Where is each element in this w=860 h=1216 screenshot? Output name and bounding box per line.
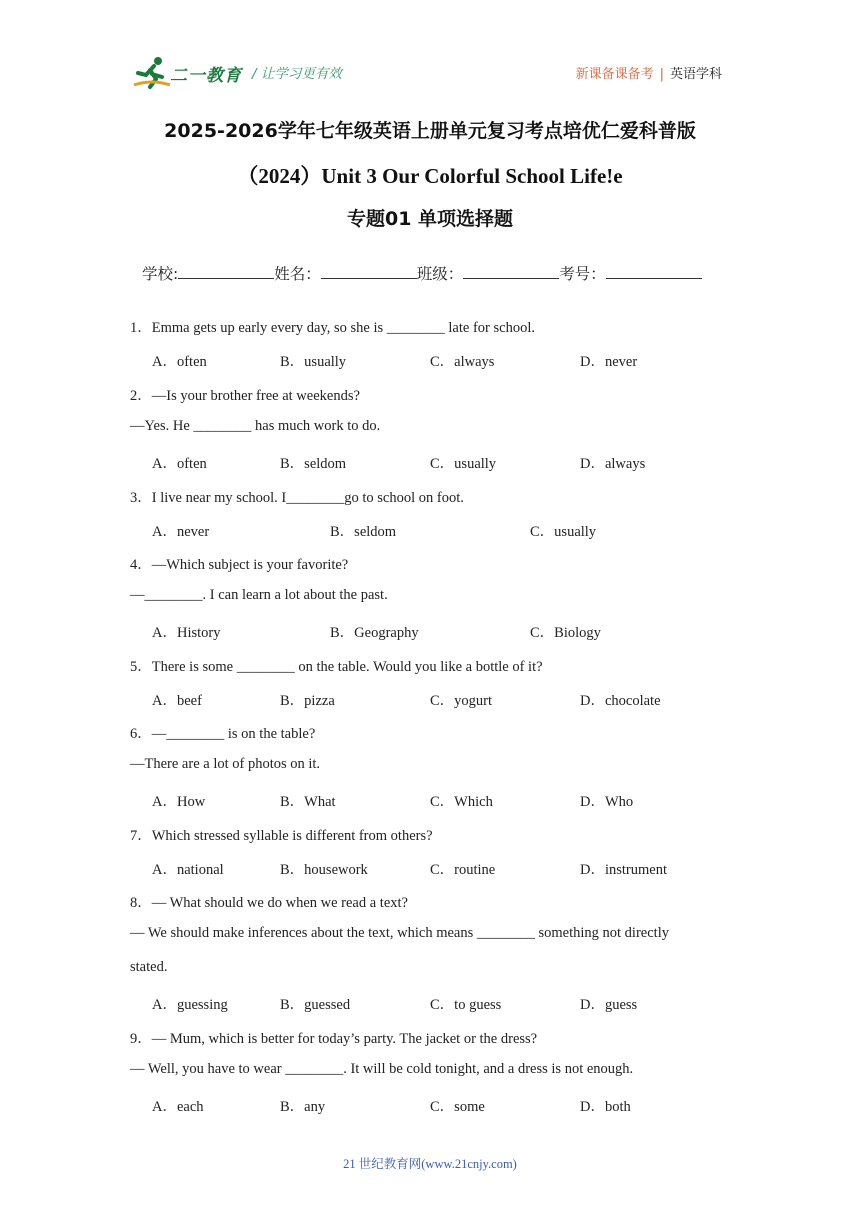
option[interactable]: A．often (152, 456, 207, 472)
option[interactable]: A．How (152, 794, 206, 810)
option[interactable]: C．usually (530, 524, 597, 540)
question-2: 2．—Is your brother free at weekends? (130, 388, 360, 404)
option[interactable]: A．beef (152, 693, 202, 709)
option[interactable]: B．pizza (280, 693, 335, 709)
header-tagline: 新课备课备考 (575, 67, 654, 82)
option[interactable]: C．Biology (530, 625, 601, 641)
logo (132, 55, 244, 91)
question-7: 7．Which stressed syllable is different from others? (130, 828, 433, 844)
name-blank[interactable] (321, 264, 417, 279)
header-divider: | (659, 67, 664, 82)
option[interactable]: B．guessed (280, 997, 351, 1013)
name-label: 姓名： (274, 265, 321, 283)
question-6-answer: —There are a lot of photos on it. (130, 756, 321, 772)
option[interactable]: D．guess (580, 997, 638, 1013)
option[interactable]: B．usually (280, 354, 347, 370)
question-8-answer-cont: stated. (130, 959, 168, 975)
page-header (0, 0, 860, 100)
title-line-3: 专题01 单项选择题 (346, 208, 514, 230)
question-9: 9．— Mum, which is better for today’s party. The jacket or the dress? (130, 1031, 538, 1047)
class-label: 班级： (416, 265, 464, 283)
school-blank[interactable] (178, 264, 274, 279)
slogan: / 让学习更有效 (252, 66, 342, 82)
option[interactable]: A．national (152, 862, 224, 878)
page-footer[interactable]: 21 世纪教育网(www.21cnjy.com) (343, 1157, 517, 1171)
title-line-2: （2024）Unit 3 Our Colorful School Life!e (237, 164, 623, 188)
option[interactable]: C．usually (430, 456, 497, 472)
header-subject: 英语学科 (669, 67, 722, 82)
option[interactable]: B．Geography (330, 625, 419, 641)
student-info (142, 262, 702, 284)
option[interactable]: A．guessing (152, 997, 228, 1013)
option[interactable]: B．seldom (330, 524, 397, 540)
option[interactable]: A．each (152, 1099, 204, 1115)
option[interactable]: D．both (580, 1099, 631, 1115)
question-2-answer: —Yes. He ________ has much work to do. (130, 418, 381, 434)
question-4-answer: —________. I can learn a lot about the past. (130, 587, 388, 603)
header-right (576, 63, 722, 82)
title-line-1: 2025-2026学年七年级英语上册单元复习考点培优仁爱科普版 (164, 120, 696, 142)
option[interactable]: B．housework (280, 862, 368, 878)
school-label: 学校: (142, 265, 179, 283)
option[interactable]: B．any (280, 1099, 326, 1115)
question-4: 4．—Which subject is your favorite? (130, 557, 349, 573)
question-3: 3．I live near my school. I________go to school on foot. (130, 490, 464, 506)
option[interactable]: D．always (580, 456, 646, 472)
number-blank[interactable] (606, 264, 702, 279)
logo-text: 二一教育 (170, 66, 242, 86)
option[interactable]: C．always (430, 354, 495, 370)
option[interactable]: C．some (430, 1099, 485, 1115)
option[interactable]: A．never (152, 524, 210, 540)
number-label: 考号： (559, 265, 606, 283)
runner-logo-icon (132, 55, 172, 91)
question-1: 1．Emma gets up early every day, so she is ________ late for school. (130, 320, 535, 336)
question-6: 6．—________ is on the table? (130, 726, 316, 742)
option[interactable]: D．Who (580, 794, 634, 810)
question-8: 8．— What should we do when we read a text? (130, 895, 408, 911)
option[interactable]: C．yogurt (430, 693, 493, 709)
option[interactable]: D．chocolate (580, 693, 661, 709)
question-8-answer: — We should make inferences about the text, which means ________ something not directly (130, 925, 669, 941)
option[interactable]: B．What (280, 794, 336, 810)
option[interactable]: A．History (152, 625, 221, 641)
option[interactable]: B．seldom (280, 456, 347, 472)
option[interactable]: C．to guess (430, 997, 502, 1013)
question-5: 5．There is some ________ on the table. Would you like a bottle of it? (130, 659, 543, 675)
class-blank[interactable] (463, 264, 559, 279)
option[interactable]: D．instrument (580, 862, 667, 878)
option[interactable]: C．routine (430, 862, 496, 878)
option[interactable]: D．never (580, 354, 638, 370)
option[interactable]: A．often (152, 354, 207, 370)
question-9-answer: — Well, you have to wear ________. It will be cold tonight, and a dress is not enough. (130, 1061, 634, 1077)
option[interactable]: C．Which (430, 794, 493, 810)
